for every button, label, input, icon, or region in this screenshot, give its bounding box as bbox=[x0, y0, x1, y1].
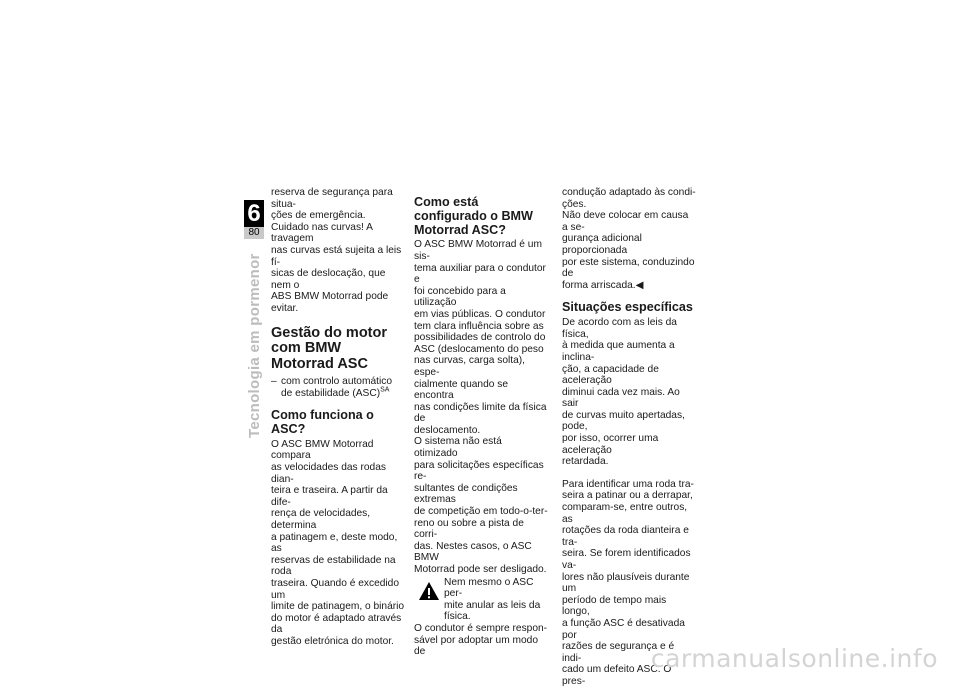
warning-triangle-icon bbox=[418, 581, 440, 601]
column-2 bbox=[414, 187, 548, 658]
col3-para3: Para identificar uma roda tra- seira a patinar ou a derrapar, comparam-se, entre outros, as rotações da roda dianteira e tra- seira. Se forem identificados va- lores não plausíveis durante um período de tempo mais longo, a função ASC é desativada por razões de segurança e é indi- cado um defeito ASC. O pres- bbox=[562, 478, 694, 687]
column-3 bbox=[562, 187, 696, 688]
warning-note bbox=[414, 577, 548, 623]
col1-para1: reserva de segurança para situa- ções de emergência. Cuidado nas curvas! A travagem nas curvas está sujeita a leis fí- sicas de deslocação, que nem o ABS BMW Motorrad pode evitar. bbox=[271, 187, 402, 314]
col2-para2: O sistema não está otimizado para solicitações específicas re- sultantes de condições extremas de competição em todo-o-ter- reno ou sobre a pista de corri- das. Nestes casos, o ASC BMW Motorrad pode ser desligado. bbox=[414, 436, 548, 576]
bullet-text: com controlo automático de estabilidade (ASC) bbox=[281, 376, 392, 399]
col2-para1: O ASC BMW Motorrad é um sis- tema auxiliar para o condutor e foi concebido para a utilização em vias públicas. O condutor tem clara influência sobre as possibilidades de controlo do ASC (deslocamento do peso nas curvas, carga solta), espe- cialmente quando se encontra nas condições limite da física de deslocamento. bbox=[414, 239, 547, 436]
col2-para3: O condutor é sempre respon- sável por adoptar um modo de bbox=[414, 622, 548, 658]
heading-engine-management: Gestão do motor com BMW Motorrad ASC bbox=[271, 324, 388, 372]
heading-specific-situations: Situações específicas bbox=[562, 300, 693, 315]
site-watermark: carmanualsonline.info bbox=[650, 644, 938, 673]
warning-text: Nem mesmo o ASC per- mite anular as leis da física. bbox=[444, 576, 541, 623]
col1-para2: O ASC BMW Motorrad compara as velocidades das rodas dian- teira e traseira. A partir da dife- rença de velocidades, determina a patinagem e, deste modo, as reservas de estabilidade na roda traseira. Quando é excedido um limite de patinagem, o binário do motor é adaptado através da gestão eletrónica do motor. bbox=[271, 438, 405, 647]
bullet-dash: – bbox=[271, 376, 277, 388]
page-number: 80 bbox=[244, 227, 264, 239]
col3-para2: De acordo com as leis da física, à medida que aumenta a inclina- ção, a capacidade de aceleração diminui cada vez mais. Ao sair de curvas muito apertadas, pode, por isso, ocorrer uma aceleração retardada. bbox=[562, 317, 685, 468]
chapter-number-tab: 6 bbox=[244, 200, 264, 227]
heading-asc-configuration: Como está configurado o BMW Motorrad ASC? bbox=[414, 195, 533, 237]
column-1 bbox=[271, 187, 405, 648]
col3-para1: condução adaptado às condi- ções. Não deve colocar em causa a se- gurança adicional proporcionada por este sistema, conduzindo de forma arriscada.◀ bbox=[562, 187, 696, 291]
heading-how-asc-works: Como funciona o ASC? bbox=[271, 408, 374, 437]
option-superscript: SA bbox=[380, 386, 390, 394]
bullet-asc-option bbox=[271, 376, 405, 399]
end-marker-line: forma arriscada.◀ bbox=[562, 279, 644, 291]
chapter-side-title: Tecnologia em pormenor bbox=[246, 253, 263, 438]
